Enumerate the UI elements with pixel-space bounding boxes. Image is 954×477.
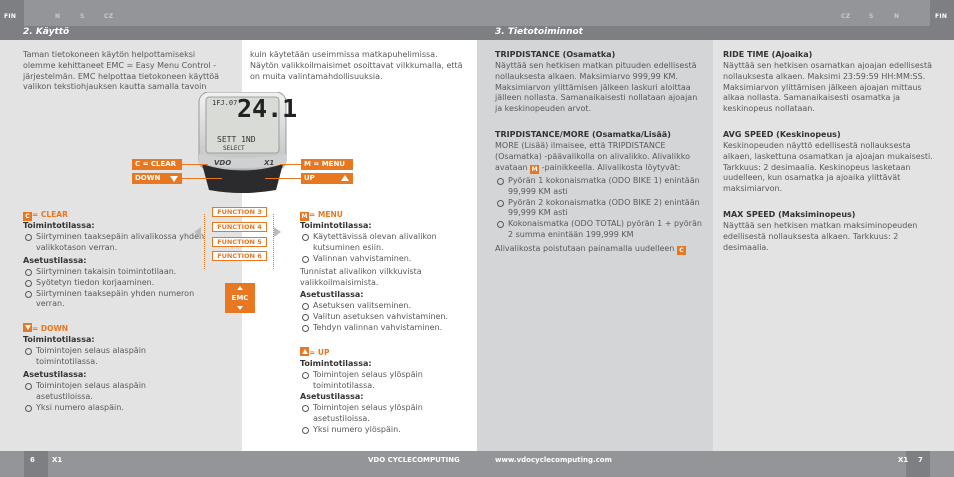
clear-heading (23, 210, 68, 221)
display-line2: SELECT (223, 145, 245, 152)
emc-down-icon (237, 306, 243, 310)
down-button-label: DOWN (132, 173, 182, 184)
clear-op-heading: Toimintotilassa: (23, 221, 95, 230)
emc-up-icon (237, 286, 243, 290)
function-3-label: FUNCTION 3 (212, 207, 267, 217)
display-line1: SETT 1ND (217, 135, 256, 144)
down-arrow-icon (170, 176, 178, 182)
list-item: Syötetyn tiedon korjaaminen. (23, 278, 218, 289)
avg-speed-text: Keskinopeuden näyttö edellisestä nollauksesta alkaen, laskettuna osamatkan ja ajoajan mukaisesti. Tarkkuus: 2 desimaalia. Keskinopeus lasketaan uudelleen, kun osamatka ja ajoaika ylittävät maksimiarvon. (723, 141, 933, 194)
display-model: X1 (264, 159, 275, 167)
list-item: Toimintojen selaus ylöspäin asetustiloissa. (300, 403, 450, 425)
clear-set-heading: Asetustilassa: (23, 256, 87, 265)
list-item: Toimintojen selaus ylöspäin toimintotilassa. (300, 370, 450, 392)
down-set-list (23, 381, 173, 413)
clear-button-label: C = CLEAR (132, 159, 182, 170)
down-op-list (23, 346, 173, 368)
page-tab-right (906, 451, 930, 477)
ride-time-text: Näyttää sen hetkisen osamatkan ajoajan edellisestä nollauksesta alkaen. Maksimi 23:59:59 HH:MM:SS. Maksimiarvon ylittämisen jälkeen ajoajan mittaus alkaa nollasta. Samanaikaisesti osamatka ja keskinopeus nollataan. (723, 61, 932, 114)
right-arrow-icon (274, 227, 281, 237)
submenu-list (495, 176, 707, 241)
clear-op-list (23, 232, 213, 254)
list-item: Yksi numero alaspäin. (23, 403, 173, 414)
lang-fin-left: FIN (4, 13, 17, 20)
left-arrow-icon (194, 227, 201, 237)
model-right: X1 (898, 456, 909, 464)
ride-time-heading: RIDE TIME (Ajoaika) (723, 50, 813, 59)
tripdistance-text: Näyttää sen hetkisen matkan pituuden edellisestä nollauksesta alkaen. Maksimiarvo 999,99 KM. Maksimiarvon ylittämisen jälkeen laskuri aloittaa jälleen nollasta. Samanaikaisesti nollataan ajoajan ja keskinopeuden arvot. (495, 61, 698, 114)
tripdistance-heading: TRIPDISTANCE (Osamatka) (495, 50, 616, 59)
list-item: Siirtyminen takaisin toimintotilaan. (23, 267, 218, 278)
up-heading (300, 347, 329, 359)
max-speed-text: Näyttää sen hetkisen matkan maksiminopeuden edellisestä nollauksesta alkaen. Tarkkuus: 2 desimaalia. (723, 221, 918, 252)
tripdistance-more-text: MORE (Lisää) ilmaisee, että TRIPDISTANCE (Osamatka) -päävalikolla on alivalikko. Alivalikko avataan M -painikkeella. Alivalikosta löytyvät: (495, 141, 690, 173)
brand-footer: VDO CYCLECOMPUTING (368, 456, 460, 464)
page-number-left: 6 (30, 456, 35, 464)
top-bar-left (0, 0, 477, 26)
top-bar-right (477, 0, 954, 26)
up-label: = UP (309, 348, 330, 357)
clear-set-list (23, 267, 218, 310)
list-item: Valinnan vahvistaminen. (300, 254, 460, 265)
clear-key-icon: C (677, 246, 686, 255)
lang-n-right: N (894, 13, 900, 20)
connector-line (280, 164, 301, 165)
menu-label: = MENU (309, 210, 343, 219)
intro-text-col2: kuin käytetään useimmissa matkapuhelimissa. Näytön valikkoilmaisimet osoittavat vilkkumalla, että on muita valintamahdollisuuksia. (250, 50, 463, 81)
function-5-label: FUNCTION 5 (212, 237, 267, 247)
list-item: Siirtyminen taaksepäin yhden numeron verran. (23, 289, 218, 311)
list-item: Kokonaismatka (ODO TOTAL) pyörän 1 + pyörän 2 summa enintään 199,999 KM (495, 219, 707, 241)
display-top-left: 1FJ.07 (212, 99, 238, 107)
lang-cz-left: CZ (104, 13, 114, 20)
up-op-heading: Toimintotilassa: (300, 359, 372, 368)
dotted-guide-right (270, 214, 274, 269)
menu-op-list (300, 232, 460, 264)
clear-key-icon: C (23, 212, 32, 221)
emc-logo (225, 283, 255, 313)
list-item: Käytettävissä olevan alivalikon kutsuminen esiin. (300, 232, 460, 254)
menu-op-note: Tunnistat alivalikon vilkkuvista valikkoilmaisimista. (300, 267, 422, 287)
lang-s-right: S (869, 13, 874, 20)
dotted-guide-left (204, 214, 208, 269)
connector-line (182, 164, 208, 165)
up-set-list (300, 403, 450, 435)
avg-speed-heading: AVG SPEED (Keskinopeus) (723, 130, 841, 139)
display-speed: 24.1 (237, 94, 298, 123)
lang-n-left: N (55, 13, 61, 20)
tripdistance-more-heading: TRIPDISTANCE/MORE (Osamatka/Lisää) (495, 130, 671, 139)
list-item: Asetuksen valitseminen. (300, 301, 465, 312)
list-item: Tehdyn valinnan vahvistaminen. (300, 323, 465, 334)
menu-op-heading: Toimintotilassa: (300, 221, 372, 230)
menu-key-icon: M (531, 165, 538, 173)
max-speed-heading: MAX SPEED (Maksiminopeus) (723, 210, 856, 219)
menu-heading (300, 210, 343, 221)
emc-text: EMC (231, 294, 249, 302)
down-heading (23, 323, 68, 335)
list-item: Pyörän 1 kokonaismatka (ODO BIKE 1) enintään 99,999 KM asti (495, 176, 707, 198)
list-item: Pyörän 2 kokonaismatka (ODO BIKE 2) enintään 99,999 KM asti (495, 198, 707, 220)
clear-label: = CLEAR (32, 210, 68, 219)
menu-button-label: M = MENU (301, 159, 353, 170)
list-item: Valitun asetuksen vahvistaminen. (300, 312, 465, 323)
model-left: X1 (52, 456, 63, 464)
list-item: Siirtyminen taaksepäin alivalikossa yhden valikkotason verran. (23, 232, 213, 254)
up-key-icon (300, 347, 309, 356)
intro-text-col1: Taman tietokoneen käytön helpottamiseksi olemme kehittaneet EMC = Easy Menu Control -järjestelmän. EMC helpottaa tietokoneen käyttöä valikon tekstiohjauksen kautta samalla tavoin (23, 50, 220, 92)
section-title-right: 3. Tietotoiminnot (477, 26, 954, 40)
connector-line (265, 178, 301, 179)
page-tab-left (24, 451, 48, 477)
lang-cz-right: CZ (841, 13, 851, 20)
lang-fin-right: FIN (935, 13, 948, 20)
display-brand: VDO (214, 159, 232, 167)
connector-line (182, 178, 222, 179)
bottom-bar (0, 451, 954, 477)
menu-key-icon: M (301, 213, 308, 220)
down-label: = DOWN (32, 324, 69, 333)
list-item: Toimintojen selaus alaspäin toimintotilassa. (23, 346, 173, 368)
up-button-label: UP (301, 173, 353, 184)
submenu-exit-text: Alivalikosta poistutaan painamalla uudelleen C (495, 244, 707, 255)
up-op-list (300, 370, 450, 392)
function-6-label: FUNCTION 6 (212, 251, 267, 261)
top-bar (0, 0, 954, 26)
page-number-right: 7 (918, 456, 923, 464)
function-4-label: FUNCTION 4 (212, 222, 267, 232)
up-arrow-icon (341, 175, 349, 181)
menu-set-heading: Asetustilassa: (300, 290, 364, 299)
website-url[interactable]: www.vdocyclecomputing.com (495, 456, 612, 464)
menu-set-list (300, 301, 465, 333)
down-op-heading: Toimintotilassa: (23, 335, 95, 344)
up-set-heading: Asetustilassa: (300, 392, 364, 401)
lang-s-left: S (80, 13, 85, 20)
list-item: Toimintojen selaus alaspäin asetustiloissa. (23, 381, 173, 403)
down-set-heading: Asetustilassa: (23, 370, 87, 379)
list-item: Yksi numero ylöspäin. (300, 425, 450, 436)
down-key-icon (23, 323, 32, 332)
section-title-left: 2. Käyttö (0, 26, 477, 40)
